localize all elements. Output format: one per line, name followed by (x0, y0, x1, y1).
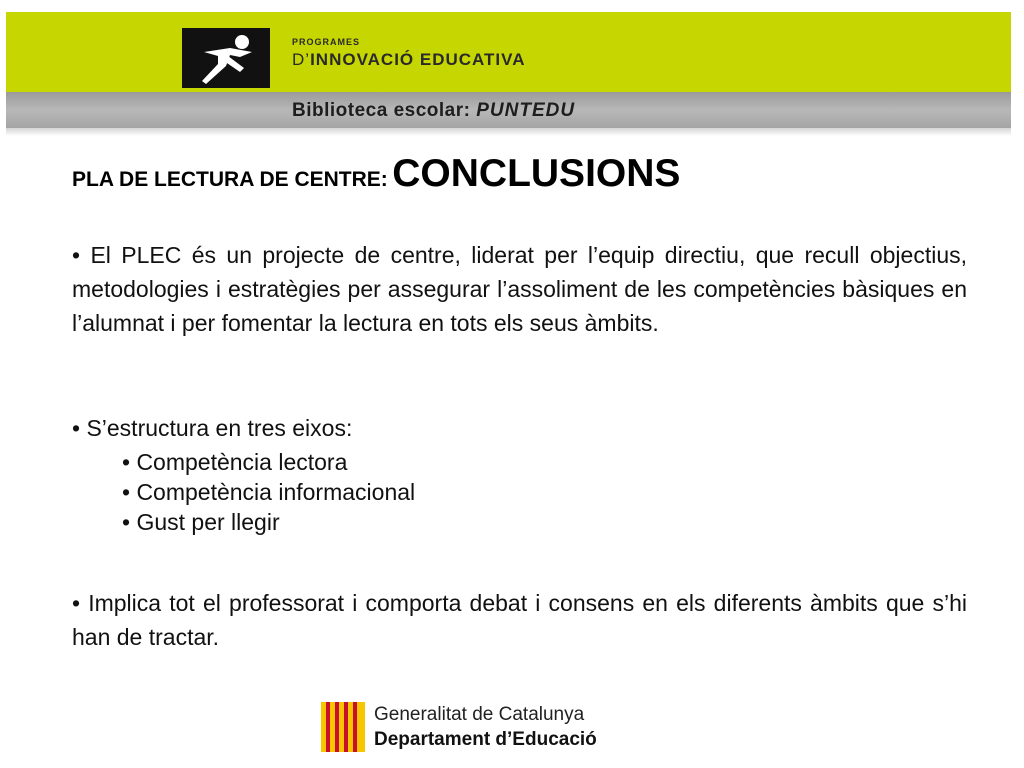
program-prefix: D’ (292, 50, 311, 69)
program-main: INNOVACIÓ EDUCATIVA (310, 50, 526, 69)
senyera-icon (321, 702, 365, 752)
library-title (292, 100, 575, 122)
axes-list (122, 447, 415, 537)
program-title (292, 50, 526, 70)
header-banner (6, 12, 1011, 128)
banner-shadow (6, 128, 1011, 136)
footer-department: Departament d’Educació (374, 729, 597, 750)
page-title (72, 152, 680, 196)
library-name: PUNTEDU (476, 100, 576, 121)
page-title-main: CONCLUSIONS (392, 152, 681, 195)
paragraph-structure: • S’estructura en tres eixos: (72, 415, 353, 441)
paragraph-plec-definition: • El PLEC és un projecte de centre, liderat per l’equip directiu, que recull objectius, metodologies i estratègies per assegurar l’assoliment de les competències bàsiques en l’alumnat i per fomentar la lectura en tots els seus àmbits. (72, 242, 967, 336)
paragraph-involvement: • Implica tot el professorat i comporta debat i consens en els diferents àmbits que s’hi han de tractar. (72, 590, 967, 650)
running-figure-icon (182, 28, 270, 88)
program-top-label: PROGRAMES (292, 37, 361, 47)
list-item: • Competència informacional (122, 479, 416, 505)
page-title-prefix: PLA DE LECTURA DE CENTRE: (72, 168, 388, 191)
library-label: Biblioteca escolar: (292, 100, 471, 121)
library-strip (6, 92, 1011, 128)
list-item: • Competència lectora (122, 449, 348, 475)
list-item: • Gust per llegir (122, 509, 280, 535)
footer-government: Generalitat de Catalunya (374, 704, 585, 725)
